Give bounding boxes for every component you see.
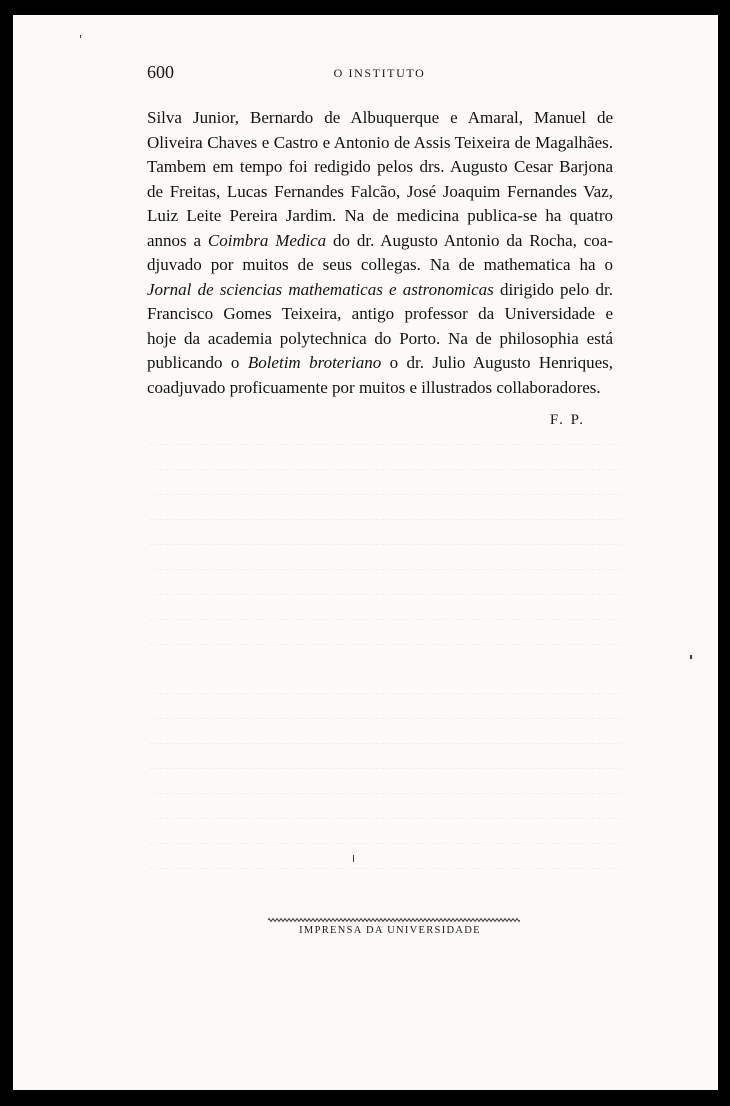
text-line [147,327,613,352]
scan-speck [353,855,354,862]
wavy-rule [268,917,520,923]
bleed-through-line [150,719,620,744]
text-run: Francisco Gomes Teixeira, antigo professor da Universidade e [147,304,613,323]
bleed-through-line [150,769,620,794]
text-run: hoje da academia polytechnica do Porto. Na de philosophia está [147,328,613,348]
text-line [147,278,613,303]
bleed-through-line [150,694,620,719]
text-line [147,376,613,401]
scan-speck [80,35,81,38]
text-line [147,253,613,278]
bleed-through-line [150,794,620,819]
italic-title: Boletim broteriano [247,353,382,372]
text-run: djuvado por muitos de seus collegas. Na de mathematica ha o [147,255,613,274]
text-run: publicando o [147,353,248,372]
text-run: dirigido pelo dr. [493,279,613,299]
bleed-through-line [150,495,620,520]
text-run: coadjuvado proficuamente por muitos e illustrados collaboradores. [147,377,601,397]
bleed-through-line [150,520,620,545]
italic-title: Coimbra Medica [207,230,327,250]
text-line [147,131,613,156]
text-line [147,155,613,180]
text-run: o dr. Julio Augusto Henriques, [381,353,613,372]
italic-title: Jornal de sciencias mathematicas e astronomicas [147,279,494,299]
bleed-through-line [150,570,620,595]
bleed-through-line [150,545,620,570]
scan-speck [690,655,692,659]
running-title: O INSTITUTO [333,66,426,80]
text-line [147,351,613,376]
text-line [147,106,613,131]
text-run: Luiz Leite Pereira Jardim. Na de medicina publica-se ha quatro [147,206,613,225]
author-signature: F. P. [549,412,585,428]
bleed-through-line [150,669,620,694]
text-run: Oliveira Chaves e Castro e Antonio de Assis Teixeira de Magalhães. [147,132,613,152]
printer-imprint: IMPRENSA DA UNIVERSIDADE [299,925,481,936]
bleed-through-line [150,819,620,844]
bleed-through-line [150,595,620,620]
page-header [147,62,612,86]
page-number: 600 [147,62,174,82]
text-run: annos a [147,230,208,250]
body-paragraph [147,106,613,400]
text-run: de Freitas, Lucas Fernandes Falcão, José Joaquim Fernandes Vaz, [147,181,613,201]
text-run: do dr. Augusto Antonio da Rocha, coa- [326,230,613,250]
text-line [147,180,613,205]
bleed-through-line [150,620,620,645]
bleed-through-line [150,445,620,470]
bleed-through-line [150,844,620,869]
bleed-through-line [150,744,620,769]
text-run: Tambem em tempo foi redigido pelos drs. Augusto Cesar Barjona [147,157,613,176]
bleed-through-line [150,869,620,880]
bleed-through-line [150,470,620,495]
text-line [147,204,613,229]
text-line [147,229,613,254]
text-line [147,302,613,327]
text-run: Silva Junior, Bernardo de Albuquerque e Amaral, Manuel de [147,108,613,127]
bleed-through-text [150,420,620,880]
